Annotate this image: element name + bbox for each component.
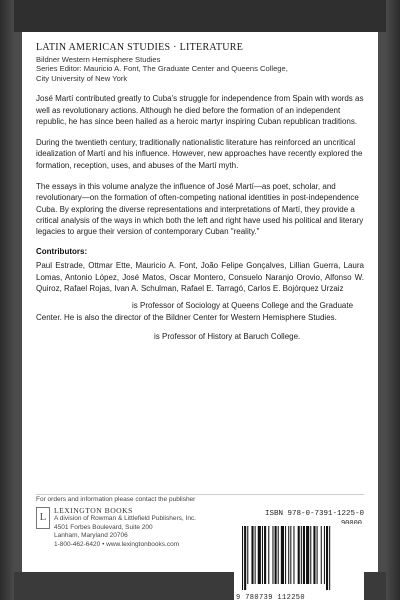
publisher-block — [36, 496, 236, 550]
text-panel — [22, 32, 378, 600]
publisher-division: A division of Rowman & Littlefield Publishers, Inc. — [54, 515, 196, 523]
description-paragraph-3: The essays in this volume analyze the influence of José Martí—as poet, scholar, and revolutionary—on the formation of often-competing national identities in post-independence Cuba. By exploring the diverse representations and interpretations of Martí, they provide a critical analysis of the ways in which both the left and right have used his political and literary legacies to argue their version of contemporary Cuban "reality." — [36, 182, 364, 237]
editor-bio-2-text: is Professor of History at Baruch College. — [154, 331, 301, 341]
publisher-logo-icon: L — [36, 507, 50, 529]
barcode-number: 9 780739 112250 — [236, 594, 306, 600]
isbn-label: ISBN 978-0-7391-1225-0 — [264, 510, 364, 518]
publisher-address-2: Lanham, Maryland 20706 — [54, 532, 128, 540]
barcode-bars — [234, 524, 364, 592]
contributors-heading: Contributors: — [36, 247, 88, 257]
series-name: Bildner Western Hemisphere Studies — [36, 55, 161, 64]
publisher-name: LEXINGTON BOOKS — [54, 505, 133, 515]
editor-bio-2 — [36, 331, 364, 342]
order-info: For orders and information please contact the publisher — [36, 496, 196, 503]
left-edge — [0, 0, 14, 600]
series-institution: City University of New York — [36, 73, 128, 83]
contributors-list: Paul Estrade, Ottmar Ette, Mauricio A. Font, João Felipe Gonçalves, Lillian Guerra, Laura Lomas, Antonio López, José Matos, Oscar Montero, Consuelo Naranjo Orovio, Alfonso W. Quiroz, Rafael Rojas, Ivan A. Schulman, Rafael E. Tarragó, Carlos E. Bojórquez Urzaiz — [36, 261, 364, 294]
series-heading: LATIN AMERICAN STUDIES · LITERATURE — [36, 42, 244, 53]
top-band — [0, 0, 400, 32]
series-info — [36, 55, 364, 83]
publisher-address-1: 4501 Forbes Boulevard, Suite 200 — [54, 523, 153, 531]
description-paragraph-1: José Martí contributed greatly to Cuba's struggle for independence from Spain with words as well as revolutionary actions. Although he died before the formation of an independent republic, he has since been hailed as a heroic martyr inspiring Cuban republican traditions. — [36, 94, 364, 126]
editor-bio-1 — [36, 300, 364, 323]
right-edge — [386, 0, 400, 600]
footer-divider — [36, 494, 364, 495]
series-editor: Series Editor: Mauricio A. Font, The Graduate Center and Queens College, — [36, 64, 288, 74]
barcode — [234, 524, 364, 600]
publisher-contact: 1-800-462-6420 • www.lexingtonbooks.com — [54, 540, 180, 548]
description-paragraph-2: During the twentieth century, traditionally nationalistic literature has reinforced an uncritical idealization of Martí and his influence. However, new approaches have recently explored the formation, reception, uses, and abuses of the Martí myth. — [36, 138, 363, 170]
editor-bio-1-text: is Professor of Sociology at Queens College and the Graduate Center. He is also the director of the Bildner Center for Western Hemisphere Studies. — [36, 301, 354, 322]
